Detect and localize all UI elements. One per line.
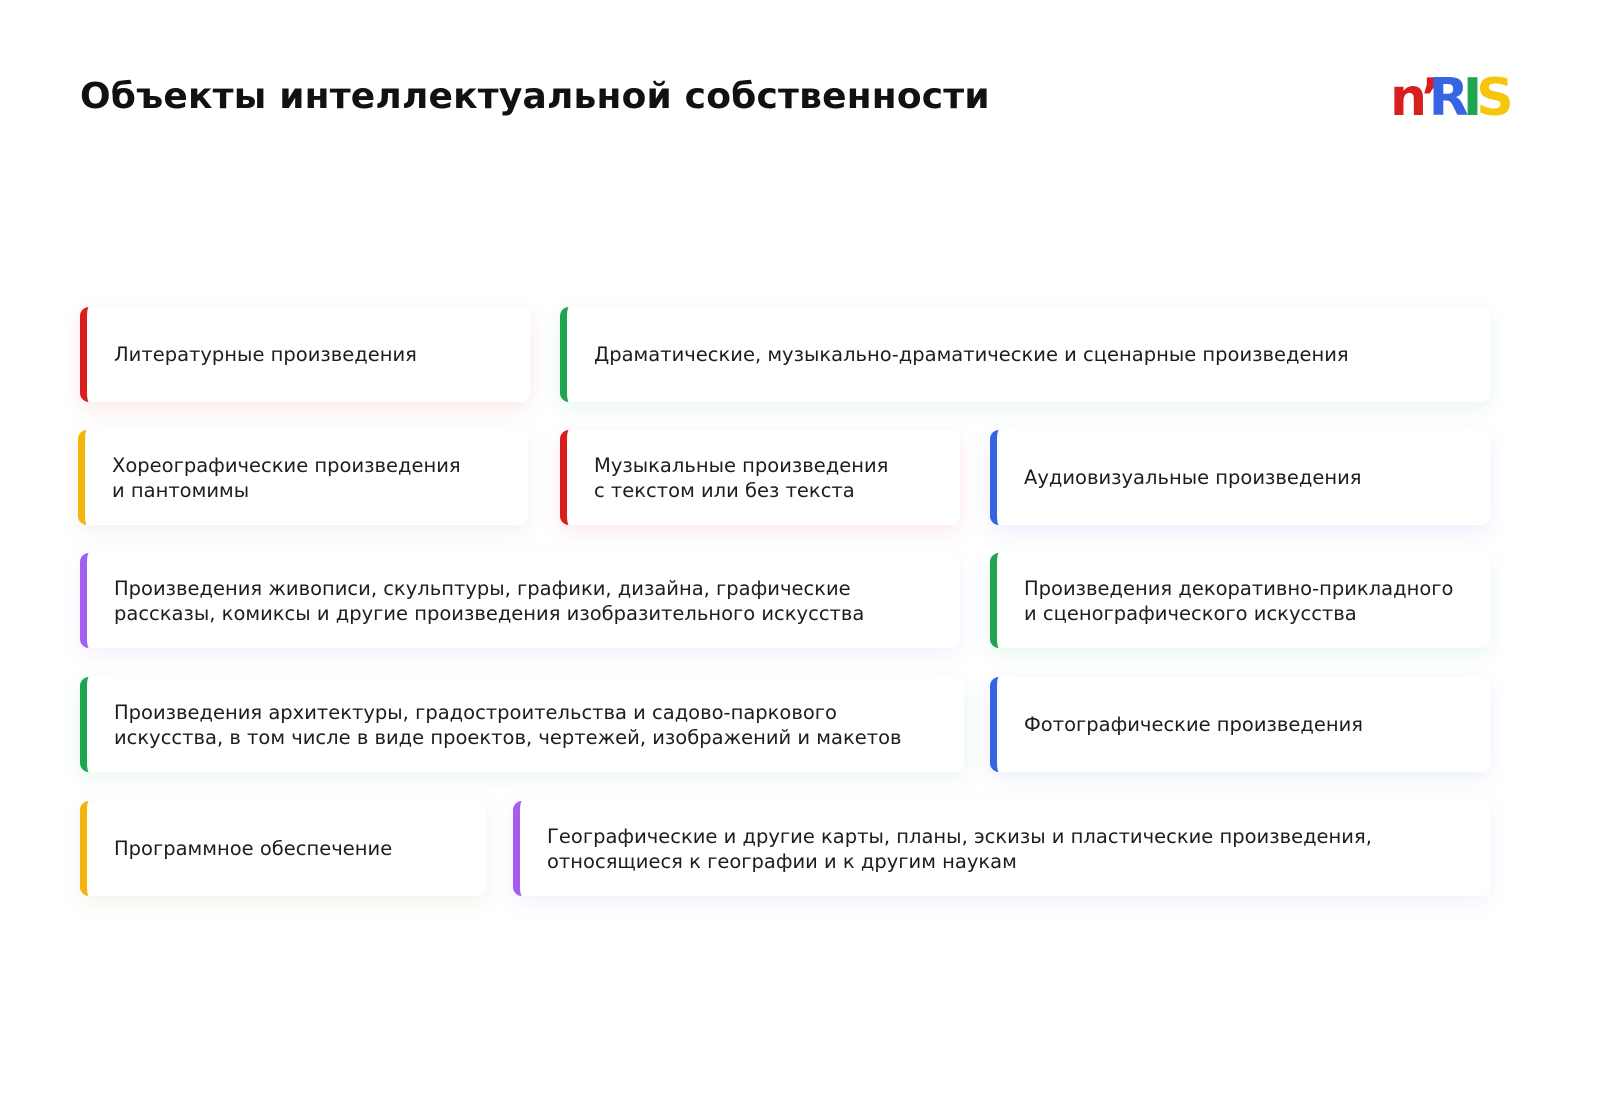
- logo-letter-s: S: [1476, 68, 1508, 128]
- page-title: Объекты интеллектуальной собственности: [80, 76, 990, 117]
- card-musical-works: [560, 430, 960, 525]
- card-geographic-maps: [513, 801, 1490, 896]
- card-dramatic-works: [560, 307, 1490, 402]
- card-label: Произведения декоративно-прикладного и сценографического искусства: [1024, 576, 1454, 625]
- card-label: Музыкальные произведения с текстом или без текста: [594, 453, 889, 502]
- card-label: Литературные произведения: [114, 343, 417, 366]
- card-architecture-works: [80, 677, 964, 772]
- card-literary-works: [80, 307, 530, 402]
- card-label: Географические и другие карты, планы, эскизы и пластические произведения, относящиеся к географии и к другим наукам: [547, 824, 1372, 873]
- card-software: [80, 801, 486, 896]
- logo-letter-apostrophe: ’: [1421, 68, 1429, 128]
- card-decorative-art-works: [990, 553, 1490, 648]
- logo-letter-r: R: [1428, 68, 1463, 128]
- card-choreographic-works: [78, 430, 528, 525]
- card-label: Фотографические произведения: [1024, 713, 1364, 736]
- card-label: Аудиовизуальные произведения: [1024, 466, 1362, 489]
- card-audiovisual-works: [990, 430, 1490, 525]
- card-fine-art-works: [80, 553, 960, 648]
- card-label: Произведения живописи, скульптуры, графики, дизайна, графические рассказы, комиксы и другие произведения изобразительного искусства: [114, 576, 865, 625]
- card-label: Произведения архитектуры, градостроительства и садово-паркового искусства, в том числе в виде проектов, чертежей, изображений и макетов: [114, 700, 902, 749]
- nris-logo: [1390, 68, 1520, 128]
- card-label: Драматические, музыкально-драматические и сценарные произведения: [594, 343, 1349, 366]
- card-label: Программное обеспечение: [114, 837, 393, 860]
- card-label: Хореографические произведения и пантомимы: [112, 453, 461, 502]
- card-photographic-works: [990, 677, 1490, 772]
- logo-letter-n: n: [1390, 68, 1422, 128]
- logo-letter-i: I: [1462, 68, 1477, 128]
